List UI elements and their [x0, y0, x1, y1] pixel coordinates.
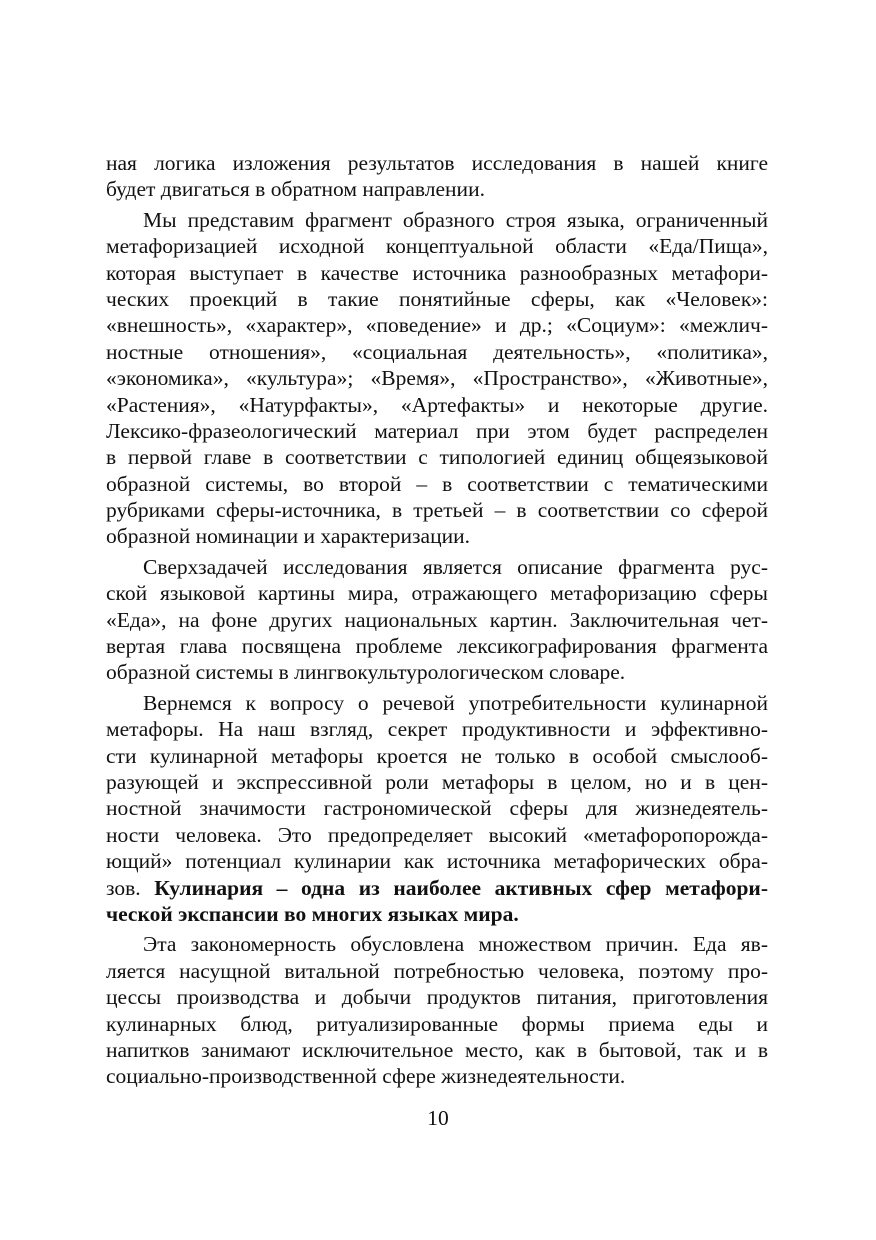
text-line: образной системы, во второй – в соответствии с тематическими: [106, 471, 768, 496]
text-line: ской языковой картины мира, отражающего метафоризацию сферы: [106, 581, 768, 606]
text-line: разующей и экспрессивной роли метафоры в целом, но и в цен-: [106, 769, 768, 794]
paragraph-5: [106, 931, 768, 1089]
text-line: напитков занимают исключительное место, как в бытовой, так и в: [106, 1037, 768, 1062]
text-line: вертая глава посвящена проблеме лексикографирования фрагмента: [106, 634, 768, 659]
text-line: Сверхзадачей исследования является описание фрагмента рус-: [143, 554, 768, 579]
body-text: [106, 150, 768, 1094]
text-line: сти кулинарной метафоры кроется не только в особой смыслооб-: [106, 743, 768, 768]
paragraph-3: [106, 554, 768, 686]
text-line: «экономика», «культура»; «Время», «Пространство», «Животные»,: [106, 366, 768, 391]
paragraph-2: [106, 207, 768, 550]
text-line: рубриками сферы-источника, в третьей – в соответствии со сферой: [106, 498, 768, 523]
text-line-mixed: [106, 875, 768, 901]
text-line: будет двигаться в обратном направлении.: [106, 177, 485, 202]
text-line: ностные отношения», «социальная деятельность», «политика»,: [106, 339, 768, 364]
text-line: ляется насущной витальной потребностью человека, поэтому про-: [106, 958, 768, 983]
text-line: в первой главе в соответствии с типологией единиц общеязыковой: [106, 445, 768, 470]
text-line: ческих проекций в такие понятийные сферы, как «Человек»:: [106, 286, 768, 311]
text-line: «Растения», «Натурфакты», «Артефакты» и некоторые другие.: [106, 392, 768, 417]
text-line: кулинарных блюд, ритуализированные формы приема еды и: [106, 1011, 768, 1036]
text-line: метафоры. На наш взгляд, секрет продуктивности и эффективно-: [106, 717, 768, 742]
text-line: метафоризацией исходной концептуальной области «Еда/Пища»,: [106, 234, 768, 259]
text-line: ностной значимости гастрономической сферы для жизнедеятель-: [106, 796, 768, 821]
text-line: «внешность», «характер», «поведение» и др.; «Социум»: «межлич-: [106, 313, 768, 338]
text-normal-run: зов.: [106, 875, 155, 900]
text-line: ности человека. Это предопределяет высокий «метафоропорожда-: [106, 822, 768, 847]
text-line: Эта закономерность обусловлена множеством причин. Еда яв-: [143, 932, 768, 957]
text-line: цессы производства и добычи продуктов питания, приготовления: [106, 985, 768, 1010]
text-line: ющий» потенциал кулинарии как источника метафорических обра-: [106, 849, 768, 874]
paragraph-1: [106, 150, 768, 203]
text-line: «Еда», на фоне других национальных картин. Заключительная чет-: [106, 607, 768, 632]
page-number: 10: [427, 1106, 449, 1130]
text-line: ная логика изложения результатов исследования в нашей книге: [106, 151, 768, 175]
text-line: социально-производственной сфере жизнедеятельности.: [106, 1064, 626, 1089]
text-line: Мы представим фрагмент образного строя языка, ограниченный: [143, 207, 768, 232]
text-line: Вернемся к вопросу о речевой употребительности кулинарной: [143, 690, 768, 715]
paragraph-4: [106, 690, 768, 928]
text-line: образной номинации и характеризации.: [106, 524, 470, 549]
text-bold-run: Кулинария – одна из наиболее активных сфер метафори-: [154, 875, 768, 900]
text-line: которая выступает в качестве источника разнообразных метафори-: [106, 260, 768, 285]
text-line: образной системы в лингвокультурологическом словаре.: [106, 660, 626, 685]
text-line: Лексико-фразеологический материал при этом будет распределен: [106, 418, 768, 443]
text-line-bold: ческой экспансии во многих языках мира.: [106, 901, 519, 926]
